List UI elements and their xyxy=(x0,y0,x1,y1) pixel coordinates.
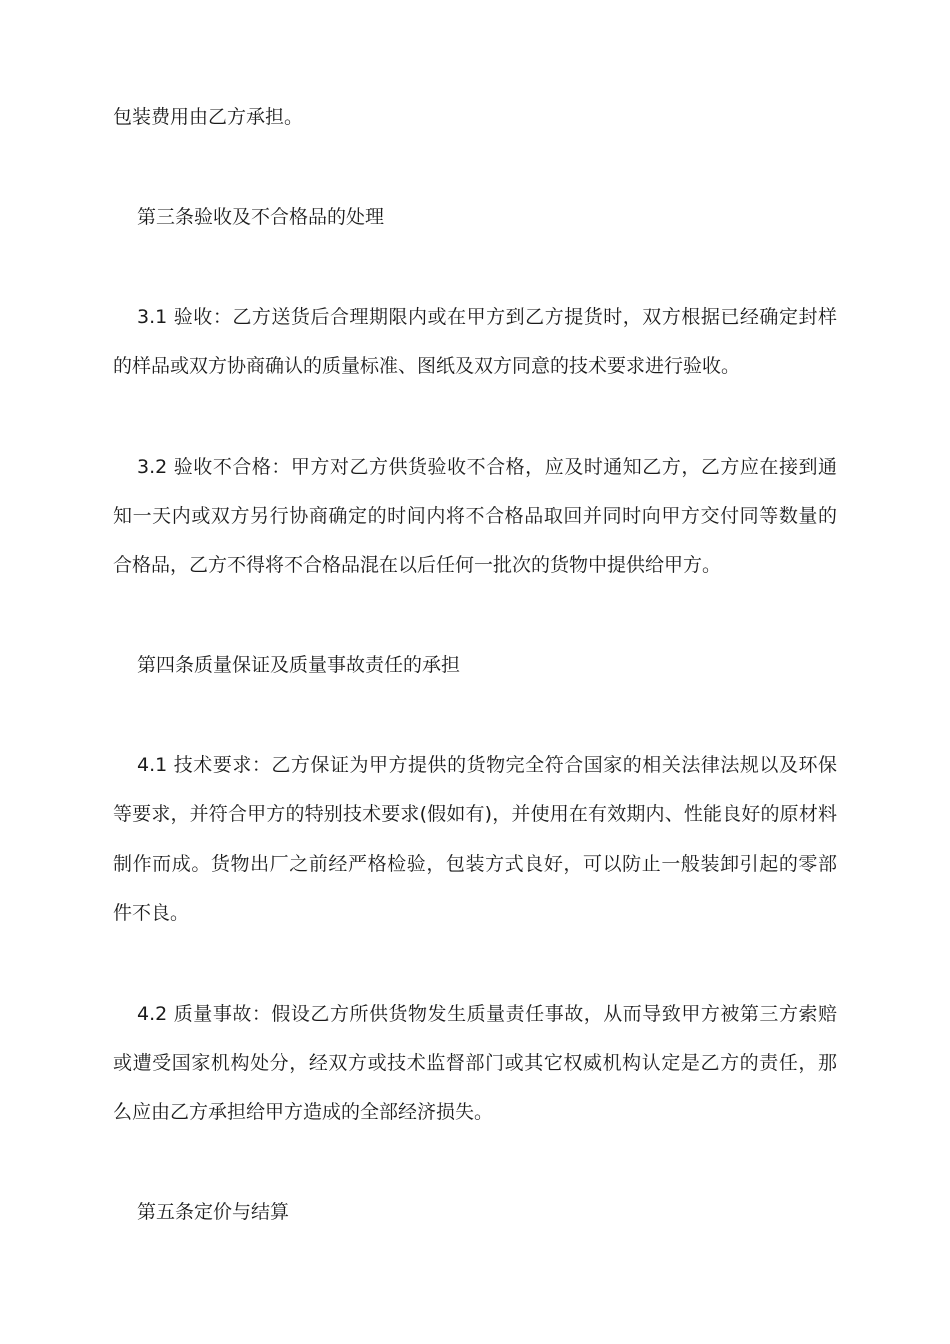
paragraph-line: 的样品或双方协商确认的质量标准、图纸及双方同意的技术要求进行验收。 xyxy=(113,355,741,377)
paragraph-line: 4.2 质量事故：假设乙方所供货物发生质量责任事故，从而导致甲方被第三方索赔 xyxy=(137,1003,837,1025)
paragraph-line: 等要求，并符合甲方的特别技术要求(假如有)，并使用在有效期内、性能良好的原材料 xyxy=(113,803,837,825)
paragraph-line: 件不良。 xyxy=(113,902,190,924)
section-heading: 第四条质量保证及质量事故责任的承担 xyxy=(137,654,461,676)
paragraph-line: 4.1 技术要求：乙方保证为甲方提供的货物完全符合国家的相关法律法规以及环保 xyxy=(137,754,837,776)
paragraph-line: 3.2 验收不合格：甲方对乙方供货验收不合格，应及时通知乙方，乙方应在接到通 xyxy=(137,456,837,478)
paragraph-line: 合格品，乙方不得将不合格品混在以后任何一批次的货物中提供给甲方。 xyxy=(113,554,722,576)
paragraph-line: 制作而成。货物出厂之前经严格检验，包装方式良好，可以防止一般装卸引起的零部 xyxy=(113,853,837,875)
paragraph-line: 么应由乙方承担给甲方造成的全部经济损失。 xyxy=(113,1101,494,1123)
paragraph-line: 3.1 验收：乙方送货后合理期限内或在甲方到乙方提货时，双方根据已经确定封样 xyxy=(137,306,837,328)
section-heading: 第三条验收及不合格品的处理 xyxy=(137,206,385,228)
paragraph-line: 知一天内或双方另行协商确定的时间内将不合格品取回并同时向甲方交付同等数量的 xyxy=(113,505,837,527)
section-heading: 第五条定价与结算 xyxy=(137,1201,290,1223)
paragraph-line: 包装费用由乙方承担。 xyxy=(113,106,304,128)
paragraph-line: 或遭受国家机构处分，经双方或技术监督部门或其它权威机构认定是乙方的责任，那 xyxy=(113,1052,837,1074)
